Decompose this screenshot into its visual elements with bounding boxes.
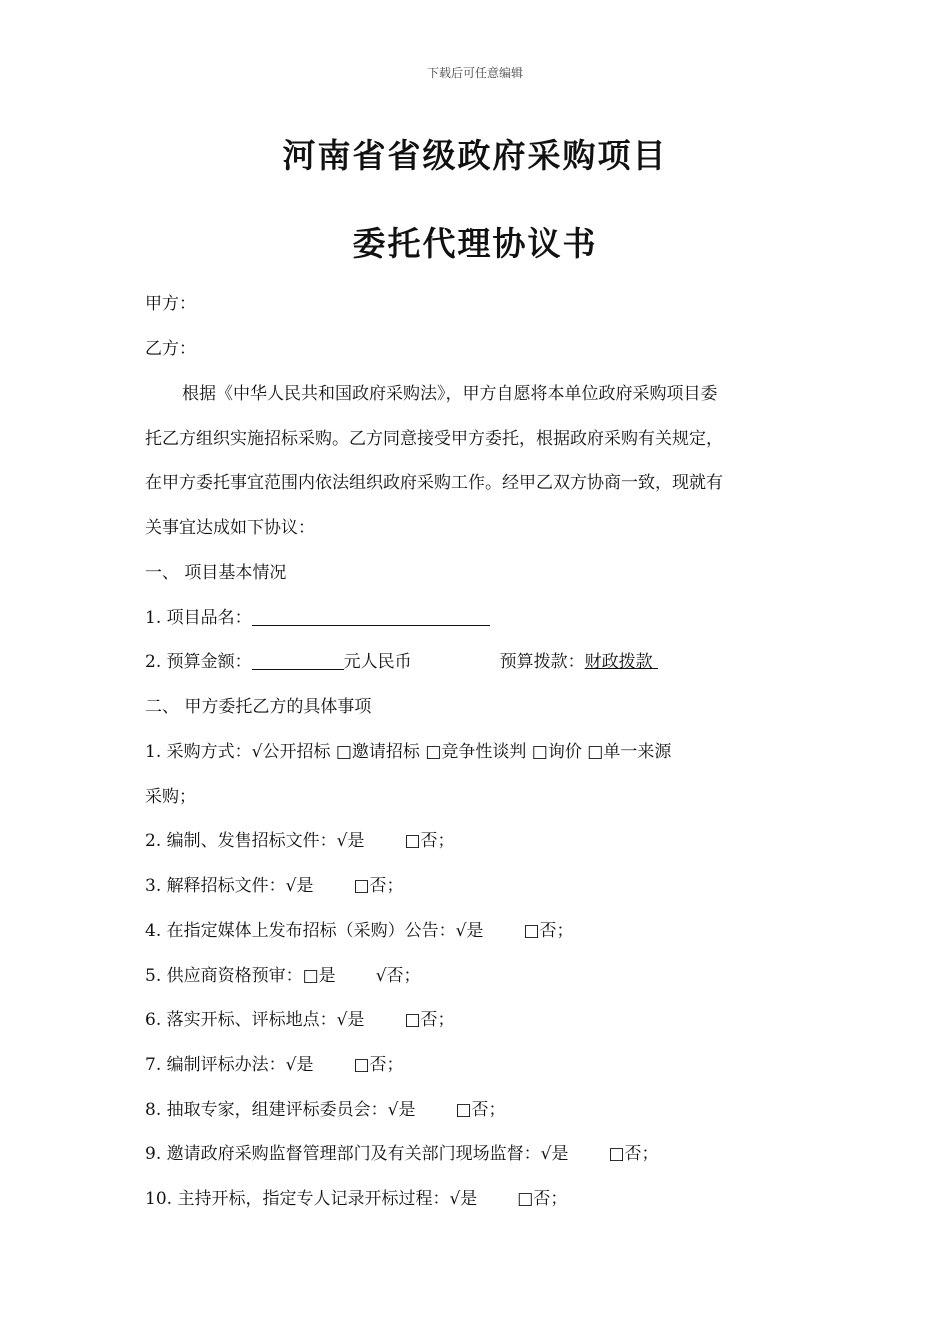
task-label: 5. 供应商资格预审：: [145, 966, 303, 986]
project-name-label: 1. 项目品名：: [145, 608, 252, 628]
page-header: 下载后可任意编辑: [426, 66, 523, 80]
funding-label: 预算拨款：: [499, 652, 585, 672]
procurement-method-line-1: 1. 采购方式：√公开招标 □邀请招标 □竞争性谈判 □询价 □单一来源: [145, 742, 672, 762]
task-yes-option[interactable]: □是: [302, 966, 336, 986]
task-no-option[interactable]: □否；: [523, 921, 574, 941]
budget-label: 2. 预算金额：: [145, 652, 252, 672]
task-no-option[interactable]: □否；: [353, 876, 404, 896]
task-yes-option[interactable]: √是: [540, 1144, 569, 1164]
intro-line-1: 根据《中华人民共和国政府采购法》，甲方自愿将本单位政府采购项目委: [182, 384, 718, 404]
task-item: [145, 1142, 815, 1166]
task-item: [145, 829, 815, 853]
intro-line-4: 关事宜达成如下协议：: [145, 518, 315, 538]
task-no-option[interactable]: □否；: [353, 1055, 404, 1075]
funding-value: 财政拨款: [584, 652, 653, 672]
task-label: 4. 在指定媒体上发布招标（采购）公告：: [145, 921, 456, 941]
task-label: 9. 邀请政府采购监督管理部门及有关部门现场监督：: [145, 1144, 541, 1164]
task-yes-option[interactable]: √是: [455, 921, 484, 941]
task-label: 2. 编制、发售招标文件：: [145, 831, 337, 851]
task-yes-option[interactable]: √是: [387, 1100, 416, 1120]
task-item: [145, 1098, 815, 1122]
task-item: [145, 874, 815, 898]
task-no-option[interactable]: □否；: [404, 1010, 455, 1030]
project-name-blank[interactable]: [252, 607, 490, 626]
task-yes-option[interactable]: √是: [336, 1010, 365, 1030]
task-no-option[interactable]: □否；: [517, 1189, 568, 1209]
task-item: [145, 1053, 815, 1077]
task-yes-option[interactable]: √是: [285, 1055, 314, 1075]
task-no-option[interactable]: □否；: [404, 831, 455, 851]
task-item: [145, 919, 815, 943]
task-yes-option[interactable]: √是: [285, 876, 314, 896]
intro-line-2: 托乙方组织实施招标采购。乙方同意接受甲方委托，根据政府采购有关规定，: [145, 429, 723, 449]
party-b: 乙方：: [145, 339, 196, 359]
procurement-method-line-2: 采购；: [145, 787, 196, 807]
document-title-line-2: 委托代理协议书: [352, 224, 598, 263]
task-yes-option[interactable]: √是: [336, 831, 365, 851]
task-label: 6. 落实开标、评标地点：: [145, 1010, 337, 1030]
section-1-heading: 一、 项目基本情况: [145, 563, 287, 583]
intro-line-3: 在甲方委托事宜范围内依法组织政府采购工作。经甲乙双方协商一致，现就有: [145, 473, 723, 493]
budget-unit: 元人民币: [343, 652, 412, 672]
project-name-row: [145, 606, 815, 630]
task-item: [145, 964, 815, 988]
document-title-line-1: 河南省省级政府采购项目: [282, 136, 668, 175]
task-label: 7. 编制评标办法：: [145, 1055, 286, 1075]
task-item: [145, 1187, 815, 1211]
budget-row: [145, 650, 815, 674]
task-yes-option[interactable]: √是: [449, 1189, 478, 1209]
task-no-option[interactable]: □否；: [608, 1144, 659, 1164]
section-2-heading: 二、 甲方委托乙方的具体事项: [145, 697, 372, 717]
task-no-option[interactable]: √否；: [375, 966, 421, 986]
task-no-option[interactable]: □否；: [455, 1100, 506, 1120]
task-label: 3. 解释招标文件：: [145, 876, 286, 896]
task-label: 8. 抽取专家，组建评标委员会：: [145, 1100, 388, 1120]
budget-amount-blank[interactable]: [252, 651, 344, 670]
task-label: 10. 主持开标，指定专人记录开标过程：: [145, 1189, 450, 1209]
party-a: 甲方：: [145, 294, 196, 314]
task-item: [145, 1008, 815, 1032]
